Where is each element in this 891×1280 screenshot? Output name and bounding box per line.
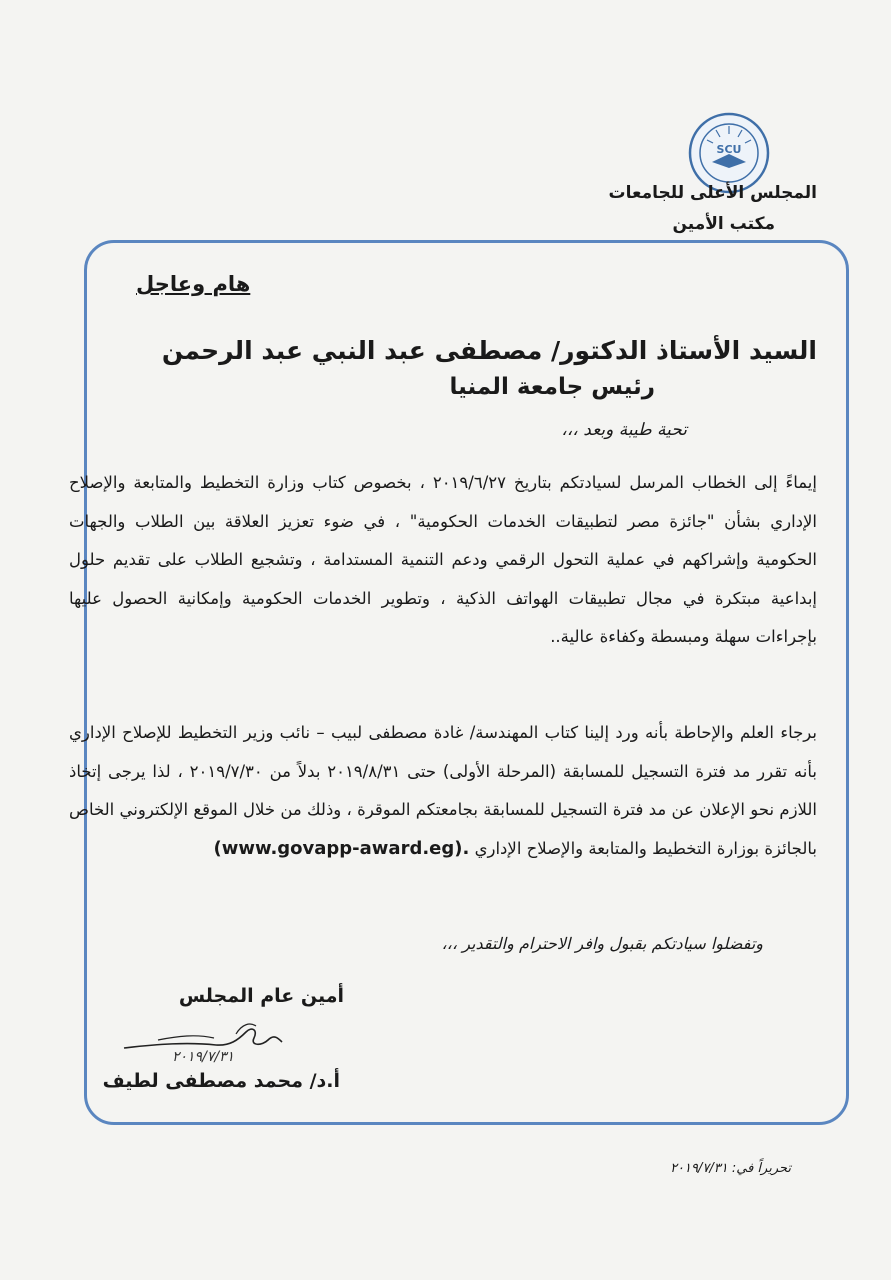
closing-line: وتفضلوا سيادتكم بقبول وافر الاحترام والتقدير ،،، — [441, 934, 763, 953]
handwritten-date: ٢٠١٩/٧/٣١ — [172, 1049, 235, 1065]
recipient-name: السيد الأستاذ الدكتور/ مصطفى عبد النبي عبد الرحمن — [161, 336, 817, 365]
body-paragraph-2 — [69, 714, 817, 868]
issue-date: تحريراً في: ٢٠١٩/٧/٣١ — [670, 1161, 791, 1176]
office-name: مكتب الأمين — [672, 214, 775, 234]
website-url: (www.govapp-award.eg). — [213, 837, 470, 859]
signatory-name: أ.د/ محمد مصطفى لطيف — [102, 1070, 340, 1092]
recipient-title: رئيس جامعة المنيا — [449, 374, 655, 400]
greeting: تحية طيبة وبعد ،،، — [561, 420, 687, 440]
council-seal-icon — [688, 112, 770, 194]
paragraph-2-text: برجاء العلم والإحاطة بأنه ورد إلينا كتاب المهندسة/ غادة مصطفى لبيب – نائب وزير التخطيط للإصلاح الإداري بأنه تقرر مد فترة التسجيل للمسابقة (المرحلة الأولى) حتى ٢٠١٩/٨/٣١ بدلاً من ٢٠١٩/٧/٣٠ ، لذا يرجى إتخاذ اللازم نحو الإعلان عن مد فترة التسجيل للمسابقة بجامعتكم الموقرة ، وذلك من خلال الموقع الإلكتروني الخاص بالجائزة بوزارة التخطيط والمتابعة والإصلاح الإداري — [69, 723, 817, 858]
body-paragraph-1: إيماءً إلى الخطاب المرسل لسيادتكم بتاريخ ٢٠١٩/٦/٢٧ ، بخصوص كتاب وزارة التخطيط والمتابعة والإصلاح الإداري بشأن "جائزة مصر لتطبيقات الخدمات الحكومية" ، في ضوء تعزيز العلاقة بين الطلاب والجهات الحكومية وإشراكهم في عملية التحول الرقمي ودعم التنمية المستدامة ، وتشجيع الطلاب على تقديم حلول إبداعية مبتكرة في مجال تطبيقات الهواتف الذكية ، وتطوير الخدمات الحكومية وإمكانية الحصول عليها بإجراءات سهلة ومبسطة وكفاءة عالية.. — [69, 473, 817, 647]
urgent-label: هام وعاجل — [136, 272, 251, 296]
signatory-title: أمين عام المجلس — [178, 985, 344, 1007]
council-name: المجلس الأعلى للجامعات — [608, 183, 817, 203]
seal-text: SCU — [716, 143, 742, 156]
